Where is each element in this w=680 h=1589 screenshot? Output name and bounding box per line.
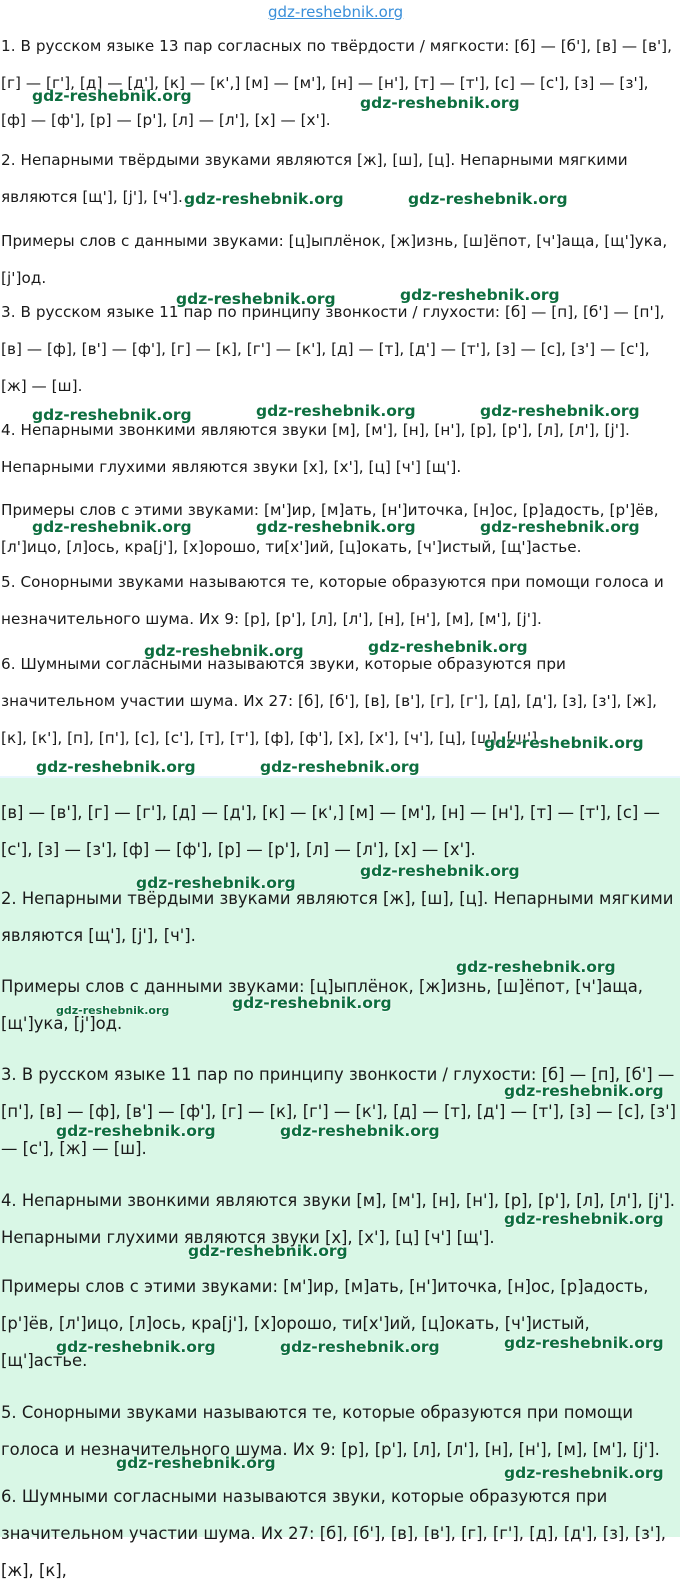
paragraph-unpaired-hard-soft: 2. Непарными твёрдыми звуками являются [ж], [ш], [ц]. Непарными мягкими являются [щ'], [j'], [ч']. [1, 889, 674, 945]
paragraph-pairs-voicing: 3. В русском языке 11 пар по принципу звонкости / глухости: [б] — [п], [б'] — [п'], [в] — [ф], [в'] — [ф'], [г] — [к], [г'] — [к'], [д] — [т], [д'] — [т'], [з] — [с], [з'] — [с'], [ж] — [ш]. [1, 1065, 677, 1158]
watermark: gdz-reshebnik.org [504, 1210, 664, 1228]
site-link[interactable]: gdz-reshebnik.org [268, 3, 404, 21]
watermark: gdz-reshebnik.org [184, 190, 344, 208]
paragraph-examples-2: Примеры слов с этими звуками: [м']ир, [м]ать, [н']иточка, [н]ос, [р]адость, [р']ёв, [л']ицо, [л]ось, кра[j'], [х]орошо, ти[х']ий, [ц]окать, [ч']истый, [щ']астье. [1, 1277, 649, 1370]
watermark: gdz-reshebnik.org [232, 994, 392, 1012]
paragraph-sonorant: 5. Сонорными звуками называются те, которые образуются при помощи голоса и незначительного шума. Их 9: [р], [р'], [л], [л'], [н], [н'], [м], [м'], [j']. [1, 573, 664, 628]
paragraph-pairs-hardness: [в] — [в'], [г] — [г'], [д] — [д'], [к] — [к',] [м] — [м'], [н] — [н'], [т] — [т'], [с] — [с'], [з] — [з'], [ф] — [ф'], [р] — [р'], [л] — [л'], [х] — [х']. [1, 803, 660, 859]
paragraph-sonorant: 5. Сонорными звуками называются те, которые образуются при помощи голоса и незначительного шума. Их 9: [р], [р'], [л], [л'], [н], [н'], [м], [м'], [j']. [1, 1403, 660, 1459]
paragraph-unpaired-hard-soft: 2. Непарными твёрдыми звуками являются [ж], [ш], [ц]. Непарными мягкими являются [щ'], [j'], [ч']. [1, 151, 628, 206]
paragraph-pairs-hardness: 1. В русском языке 13 пар согласных по твёрдости / мягкости: [б] — [б'], [в] — [в'], [г] — [г'], [д] — [д'], [к] — [к',] [м] — [м'], [н] — [н'], [т] — [т'], [с] — [с'], [з] — [з'], [ф] — [ф'], [р] — [р'], [л] — [л'], [х] — [х']. [1, 37, 673, 129]
watermark: gdz-reshebnik.org [56, 1122, 216, 1140]
watermark: gdz-reshebnik.org [260, 758, 420, 776]
top-answer-panel [0, 0, 680, 778]
watermark: gdz-reshebnik.org [456, 958, 616, 976]
watermark: gdz-reshebnik.org [188, 1242, 348, 1260]
paragraph-unpaired-voiced: 4. Непарными звонкими являются звуки [м], [м'], [н], [н'], [р], [р'], [л], [л'], [j']. [1, 421, 630, 439]
paragraph-examples-1: Примеры слов с данными звуками: [ц]ыплёнок, [ж]изнь, [ш]ёпот, [ч']аща, [щ']ука, [j']од. [1, 232, 668, 287]
watermark: gdz-reshebnik.org [136, 874, 296, 892]
paragraph-examples-2: Примеры слов с этими звуками: [м']ир, [м]ать, [н']иточка, [н]ос, [р]адость, [р']ёв, [л']ицо, [л]ось, кра[j'], [х]орошо, ти[х']ий, [ц]окать, [ч']истый, [щ']астье. [1, 501, 659, 556]
watermark: gdz-reshebnik.org [504, 1464, 664, 1482]
watermark: gdz-reshebnik.org [56, 1004, 170, 1017]
watermark: gdz-reshebnik.org [32, 518, 192, 536]
watermark: gdz-reshebnik.org [484, 734, 644, 752]
watermark: gdz-reshebnik.org [408, 190, 568, 208]
watermark: gdz-reshebnik.org [256, 518, 416, 536]
watermark: gdz-reshebnik.org [280, 1338, 440, 1356]
watermark: gdz-reshebnik.org [176, 290, 336, 308]
paragraph-noisy: 6. Шумными согласными называются звуки, которые образуются при значительном участии шума. Их 27: [б], [б'], [в], [в'], [г], [г'], [д], [д'], [з], [з'], [ж], [к], [1, 1487, 666, 1580]
paragraph-unpaired-voiced: 4. Непарными звонкими являются звуки [м], [м'], [н], [н'], [р], [р'], [л], [л'], [j']. Непарными глухими являются звуки [х], [х'], [ц] [ч'] [щ']. [1, 1191, 676, 1247]
watermark: gdz-reshebnik.org [32, 87, 192, 105]
watermark: gdz-reshebnik.org [144, 642, 304, 660]
bottom-answer-panel [0, 778, 680, 1580]
watermark: gdz-reshebnik.org [504, 1334, 664, 1352]
watermark: gdz-reshebnik.org [116, 1454, 276, 1472]
watermark: gdz-reshebnik.org [480, 518, 640, 536]
watermark: gdz-reshebnik.org [368, 638, 528, 656]
watermark: gdz-reshebnik.org [504, 1082, 664, 1100]
paragraph-noisy: 6. Шумными согласными называются звуки, которые образуются при значительном участии шума. Их 27: [б], [б'], [в], [в'], [г], [г'], [д], [д'], [з], [з'], [ж], [к], [к'], [п], [п'], [с], [с'], [т], [т'], [ф], [ф'], [х], [х'], [ч'], [ц], [ш], [щ']. [1, 655, 657, 747]
paragraph-unpaired-voiceless: Непарными глухими являются звуки [х], [х'], [ц] [ч'] [щ']. [1, 458, 462, 476]
watermark: gdz-reshebnik.org [480, 402, 640, 420]
watermark: gdz-reshebnik.org [400, 286, 560, 304]
watermark: gdz-reshebnik.org [36, 758, 196, 776]
watermark: gdz-reshebnik.org [280, 1122, 440, 1140]
watermark: gdz-reshebnik.org [360, 862, 520, 880]
watermark: gdz-reshebnik.org [256, 402, 416, 420]
watermark: gdz-reshebnik.org [32, 406, 192, 424]
paragraph-examples-1: Примеры слов с данными звуками: [ц]ыплёнок, [ж]изнь, [ш]ёпот, [ч']аща, [щ']ука, [j']од. [1, 977, 643, 1033]
paragraph-pairs-voicing: 3. В русском языке 11 пар по принципу звонкости / глухости: [б] — [п], [б'] — [п'], [в] — [ф], [в'] — [ф'], [г] — [к], [г'] — [к'], [д] — [т], [д'] — [т'], [з] — [с], [з'] — [с'], [ж] — [ш]. [1, 303, 665, 395]
watermark: gdz-reshebnik.org [56, 1338, 216, 1356]
watermark: gdz-reshebnik.org [360, 94, 520, 112]
